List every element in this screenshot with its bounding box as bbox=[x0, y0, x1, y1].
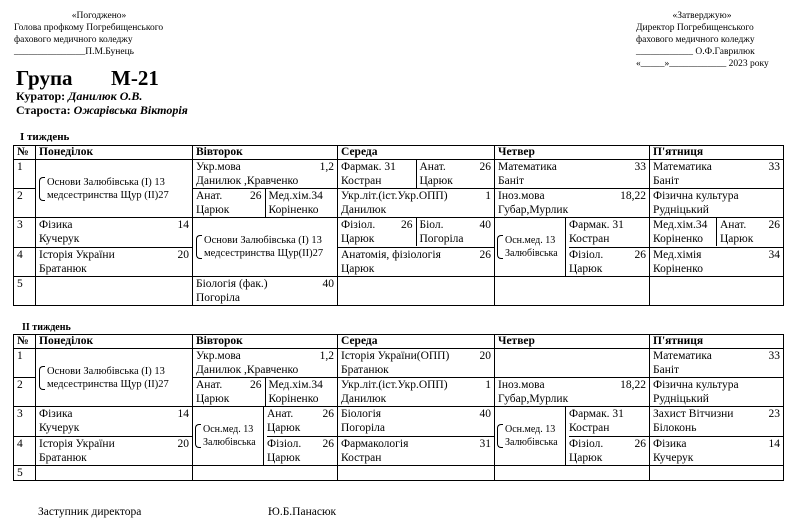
teacher: Царюк bbox=[267, 422, 301, 434]
wed-pair-2 bbox=[338, 378, 495, 407]
mon-pair-5 bbox=[36, 277, 193, 306]
bracket-line: Залюбівська bbox=[505, 437, 558, 448]
teacher: Костран bbox=[569, 233, 610, 245]
subject: Фармак. 31 bbox=[341, 161, 396, 173]
curator-line bbox=[16, 89, 142, 104]
subject: Анат. bbox=[196, 379, 223, 391]
teacher: Коріненко bbox=[268, 204, 319, 216]
teacher: Рудніцький bbox=[653, 204, 709, 216]
thu-pair-3-4 bbox=[495, 407, 650, 466]
wed-pair-1 bbox=[338, 160, 495, 189]
bracket-group bbox=[39, 365, 189, 391]
room: 18,22 bbox=[620, 379, 646, 391]
title-word: Група bbox=[16, 66, 73, 90]
approval-block-left bbox=[14, 10, 184, 58]
wed-pair-4 bbox=[338, 436, 495, 466]
subject: Анат. bbox=[720, 219, 747, 231]
subject: Фізіол. bbox=[569, 438, 604, 450]
room: 26 bbox=[634, 438, 646, 450]
room: 26 bbox=[250, 190, 262, 202]
teacher: Братанюк bbox=[39, 262, 87, 275]
signature-name: Ю.Б.Панасюк bbox=[268, 506, 337, 518]
header-num: № bbox=[14, 335, 36, 349]
teacher: Царюк bbox=[196, 393, 230, 405]
header-friday: П'ятниця bbox=[650, 146, 784, 160]
room: 14 bbox=[177, 219, 189, 231]
tue-pair-3-4 bbox=[193, 407, 338, 466]
wed-pair-2 bbox=[338, 189, 495, 218]
tue-pair-5 bbox=[193, 277, 338, 306]
thu-pair-5 bbox=[495, 466, 650, 481]
room: 23 bbox=[768, 408, 780, 420]
header-num: № bbox=[14, 146, 36, 160]
thu-pair-5 bbox=[495, 277, 650, 306]
subject: Історія України bbox=[39, 248, 115, 261]
room: 26 bbox=[322, 408, 334, 420]
mon-pair-5 bbox=[36, 466, 193, 481]
subject: Фізіол. bbox=[569, 249, 604, 261]
table-row bbox=[14, 436, 784, 466]
mon-pair-1-2 bbox=[36, 160, 193, 218]
subject: Біологія (фак.) bbox=[196, 278, 268, 290]
bracket-line: Основи Залюбівська (І) 13 bbox=[47, 176, 165, 188]
room: 40 bbox=[479, 408, 491, 420]
row-number: 1 bbox=[14, 160, 36, 189]
room: 26 bbox=[250, 379, 262, 391]
tue-pair-1 bbox=[193, 349, 338, 378]
teacher: Кучерук bbox=[39, 422, 80, 434]
subject: Фізика bbox=[39, 219, 73, 231]
table-row bbox=[14, 349, 784, 378]
room: 26 bbox=[322, 438, 334, 450]
subject: Мед.хім.34 bbox=[268, 190, 323, 202]
row-number: 2 bbox=[14, 378, 36, 407]
subject: Укр.мова bbox=[196, 350, 241, 362]
subject: Анатомія, фізіологія bbox=[341, 248, 441, 261]
bracket-group bbox=[497, 234, 558, 260]
bracket-line: Основи Залюбівська (І) 13 bbox=[204, 235, 322, 246]
table-row bbox=[14, 466, 784, 481]
tue-pair-2 bbox=[193, 189, 338, 218]
row-number: 1 bbox=[14, 349, 36, 378]
subject: Укр.літ.(іст.Укр.ОПП) bbox=[341, 379, 448, 391]
row-number: 4 bbox=[14, 247, 36, 277]
approve-date: «_____»____________ 2023 року bbox=[636, 59, 769, 69]
room: 26 bbox=[401, 219, 413, 231]
room: 26 bbox=[479, 161, 491, 173]
room: 33 bbox=[634, 161, 646, 173]
approval-line: фахового медичного коледжу bbox=[14, 35, 133, 45]
row-number: 5 bbox=[14, 277, 36, 306]
fri-pair-1 bbox=[650, 160, 784, 189]
teacher: Царюк bbox=[196, 204, 230, 216]
signature-title: Заступник директора bbox=[38, 506, 142, 518]
bracket-group bbox=[497, 423, 558, 449]
fri-pair-3 bbox=[650, 407, 784, 437]
teacher: Губар,Мурлик bbox=[498, 204, 569, 216]
fri-pair-2 bbox=[650, 189, 784, 218]
teacher: Губар,Мурлик bbox=[498, 393, 569, 405]
thu-pair-1 bbox=[495, 160, 650, 189]
room: 26 bbox=[479, 248, 491, 261]
subject: Анат. bbox=[419, 161, 446, 173]
table-row bbox=[14, 277, 784, 306]
subject: Захист Вітчизни bbox=[653, 408, 734, 420]
teacher: Костран bbox=[569, 422, 610, 434]
table-row bbox=[14, 247, 784, 277]
teacher: Данилюк bbox=[341, 393, 387, 405]
teacher: Царюк bbox=[569, 263, 603, 275]
week2-label: ІІ тиждень bbox=[22, 322, 71, 333]
teacher: Баніт bbox=[498, 175, 525, 187]
curator-value: Данилюк О.В. bbox=[68, 89, 143, 103]
bracket-group bbox=[195, 423, 256, 449]
table-row bbox=[14, 218, 784, 248]
wed-pair-5 bbox=[338, 277, 495, 306]
row-number: 2 bbox=[14, 189, 36, 218]
bracket-line: Залюбівська bbox=[203, 437, 256, 448]
teacher: Царюк bbox=[267, 452, 301, 464]
wed-pair-3 bbox=[338, 407, 495, 437]
teacher: Погоріла bbox=[419, 233, 464, 245]
mon-pair-3 bbox=[36, 218, 193, 248]
row-number: 3 bbox=[14, 218, 36, 248]
approval-line: Голова профкому Погребищенського bbox=[14, 23, 164, 33]
teacher: Рудніцький bbox=[653, 393, 709, 405]
approval-block-right bbox=[636, 10, 769, 70]
subject: Анат. bbox=[267, 408, 294, 420]
room: 40 bbox=[479, 219, 491, 231]
bracket-group bbox=[39, 176, 189, 202]
approval-title: «Погоджено» bbox=[71, 11, 127, 21]
teacher: Данилюк ,Кравченко bbox=[196, 175, 299, 187]
fri-pair-4 bbox=[650, 247, 784, 277]
room: 26 bbox=[768, 219, 780, 231]
table-row bbox=[14, 160, 784, 189]
teacher: Погоріла bbox=[196, 292, 241, 304]
subject: Історія України bbox=[39, 437, 115, 450]
room: 40 bbox=[322, 278, 334, 290]
room: 34 bbox=[768, 248, 780, 261]
row-number: 4 bbox=[14, 436, 36, 466]
header-tuesday: Вівторок bbox=[193, 335, 338, 349]
subject: Фізична культура bbox=[653, 190, 739, 202]
fri-pair-5 bbox=[650, 277, 784, 306]
curator-label: Куратор: bbox=[16, 89, 66, 103]
subject: Мед.хім.34 bbox=[268, 379, 323, 391]
subject: Укр.мова bbox=[196, 161, 241, 173]
subject: Історія України(ОПП) bbox=[341, 350, 450, 362]
bracket-group bbox=[196, 234, 334, 260]
tue-pair-3-4 bbox=[193, 218, 338, 277]
teacher: Царюк bbox=[341, 233, 375, 245]
room: 20 bbox=[177, 248, 189, 261]
room: 33 bbox=[768, 161, 780, 173]
subject: Іноз.мова bbox=[498, 379, 545, 391]
subject: Фізіол. bbox=[341, 219, 376, 231]
subject: Фармак. 31 bbox=[569, 219, 624, 231]
teacher: Коріненко bbox=[653, 262, 703, 275]
bracket-line: медсестринства Щур (ІІ)27 bbox=[47, 378, 169, 390]
subject: Фармакологія bbox=[341, 437, 409, 450]
subject: Біологія bbox=[341, 408, 382, 420]
room: 18,22 bbox=[620, 190, 646, 202]
subject: Мед.хім.34 bbox=[653, 219, 708, 231]
subject: Фізика bbox=[39, 408, 73, 420]
subject: Математика bbox=[498, 161, 557, 173]
table-header-row bbox=[14, 335, 784, 349]
teacher: Царюк bbox=[341, 262, 375, 275]
bracket-line: медсестринства Щур (ІІ)27 bbox=[47, 189, 169, 201]
bracket-line: Осн.мед. 13 bbox=[505, 235, 556, 246]
approve-signature: ____________ О.Ф.Гаврилюк bbox=[636, 47, 755, 57]
room: 1 bbox=[485, 379, 491, 391]
teacher: Погоріла bbox=[341, 422, 386, 434]
wed-pair-3 bbox=[338, 218, 495, 248]
week1-label: І тиждень bbox=[20, 131, 70, 143]
bracket-line: Осн.мед. 13 bbox=[505, 424, 556, 435]
teacher: Царюк bbox=[419, 175, 453, 187]
subject: Іноз.мова bbox=[498, 190, 545, 202]
starosta-line bbox=[16, 103, 188, 118]
thu-pair-2 bbox=[495, 378, 650, 407]
row-number: 3 bbox=[14, 407, 36, 437]
tue-pair-5 bbox=[193, 466, 338, 481]
room: 14 bbox=[177, 408, 189, 420]
subject: Анат. bbox=[196, 190, 223, 202]
wed-pair-1 bbox=[338, 349, 495, 378]
header-tuesday: Вівторок bbox=[193, 146, 338, 160]
mon-pair-4 bbox=[36, 247, 193, 277]
mon-pair-4 bbox=[36, 436, 193, 466]
header-wednesday: Середа bbox=[338, 335, 495, 349]
approve-title: «Затверджую» bbox=[672, 11, 732, 21]
teacher: Данилюк bbox=[341, 204, 387, 216]
tue-pair-1 bbox=[193, 160, 338, 189]
teacher: Костран bbox=[341, 451, 382, 464]
week2-schedule-table bbox=[13, 334, 784, 481]
group-code: М-21 bbox=[111, 66, 159, 90]
teacher: Кучерук bbox=[653, 451, 694, 464]
teacher: Кучерук bbox=[39, 233, 80, 245]
teacher: Данилюк ,Кравченко bbox=[196, 364, 299, 376]
subject: Математика bbox=[653, 161, 712, 173]
subject: Мед.хімія bbox=[653, 248, 702, 261]
subject: Математика bbox=[653, 350, 712, 362]
teacher: Баніт bbox=[653, 175, 680, 187]
table-header-row bbox=[14, 146, 784, 160]
room: 1,2 bbox=[319, 350, 334, 362]
fri-pair-2 bbox=[650, 378, 784, 407]
header-thursday: Четвер bbox=[495, 146, 650, 160]
bracket-line: Осн.мед. 13 bbox=[203, 424, 254, 435]
teacher: Коріненко bbox=[653, 233, 703, 245]
room: 20 bbox=[177, 437, 189, 450]
starosta-label: Староста: bbox=[16, 103, 71, 117]
room: 1,2 bbox=[319, 161, 334, 173]
row-number: 5 bbox=[14, 466, 36, 481]
room: 20 bbox=[479, 350, 491, 362]
room: 26 bbox=[634, 249, 646, 261]
bracket-line: Основи Залюбівська (І) 13 bbox=[47, 365, 165, 377]
teacher: Братанюк bbox=[341, 364, 389, 376]
room: 14 bbox=[768, 437, 780, 450]
fri-pair-1 bbox=[650, 349, 784, 378]
teacher: Білоконь bbox=[653, 422, 697, 434]
teacher: Царюк bbox=[569, 452, 603, 464]
fri-pair-5 bbox=[650, 466, 784, 481]
subject: Фізіол. bbox=[267, 438, 302, 450]
fri-pair-4 bbox=[650, 436, 784, 466]
tue-pair-2 bbox=[193, 378, 338, 407]
teacher: Братанюк bbox=[39, 451, 87, 464]
mon-pair-1-2 bbox=[36, 349, 193, 407]
header-monday: Понеділок bbox=[36, 146, 193, 160]
approve-line: фахового медичного коледжу bbox=[636, 35, 755, 45]
wed-pair-5 bbox=[338, 466, 495, 481]
bracket-line: медсестринства Щур(ІІ)27 bbox=[204, 248, 324, 259]
header-thursday: Четвер bbox=[495, 335, 650, 349]
approve-line: Директор Погребищенського bbox=[636, 23, 754, 33]
page-title bbox=[16, 66, 159, 91]
subject: Укр.літ.(іст.Укр.ОПП) bbox=[341, 190, 448, 202]
subject: Біол. bbox=[419, 219, 444, 231]
header-monday: Понеділок bbox=[36, 335, 193, 349]
subject: Фармак. 31 bbox=[569, 408, 624, 420]
week1-schedule-table bbox=[13, 145, 784, 306]
thu-pair-3-4 bbox=[495, 218, 650, 277]
approval-signature: _______________П.М.Бунець bbox=[14, 47, 134, 57]
mon-pair-3 bbox=[36, 407, 193, 437]
room: 33 bbox=[768, 350, 780, 362]
starosta-value: Ожарівська Вікторія bbox=[73, 103, 188, 117]
wed-pair-4 bbox=[338, 247, 495, 277]
subject: Фізична культура bbox=[653, 379, 739, 391]
bracket-line: Залюбівська bbox=[505, 248, 558, 259]
room: 1 bbox=[485, 190, 491, 202]
fri-pair-3 bbox=[650, 218, 784, 248]
header-wednesday: Середа bbox=[338, 146, 495, 160]
teacher: Костран bbox=[341, 175, 382, 187]
room: 31 bbox=[479, 437, 491, 450]
thu-pair-2 bbox=[495, 189, 650, 218]
table-row bbox=[14, 407, 784, 437]
teacher: Коріненко bbox=[268, 393, 319, 405]
teacher: Царюк bbox=[720, 233, 754, 245]
subject: Фізика bbox=[653, 437, 687, 450]
thu-pair-1 bbox=[495, 349, 650, 378]
teacher: Баніт bbox=[653, 364, 680, 376]
header-friday: П'ятниця bbox=[650, 335, 784, 349]
